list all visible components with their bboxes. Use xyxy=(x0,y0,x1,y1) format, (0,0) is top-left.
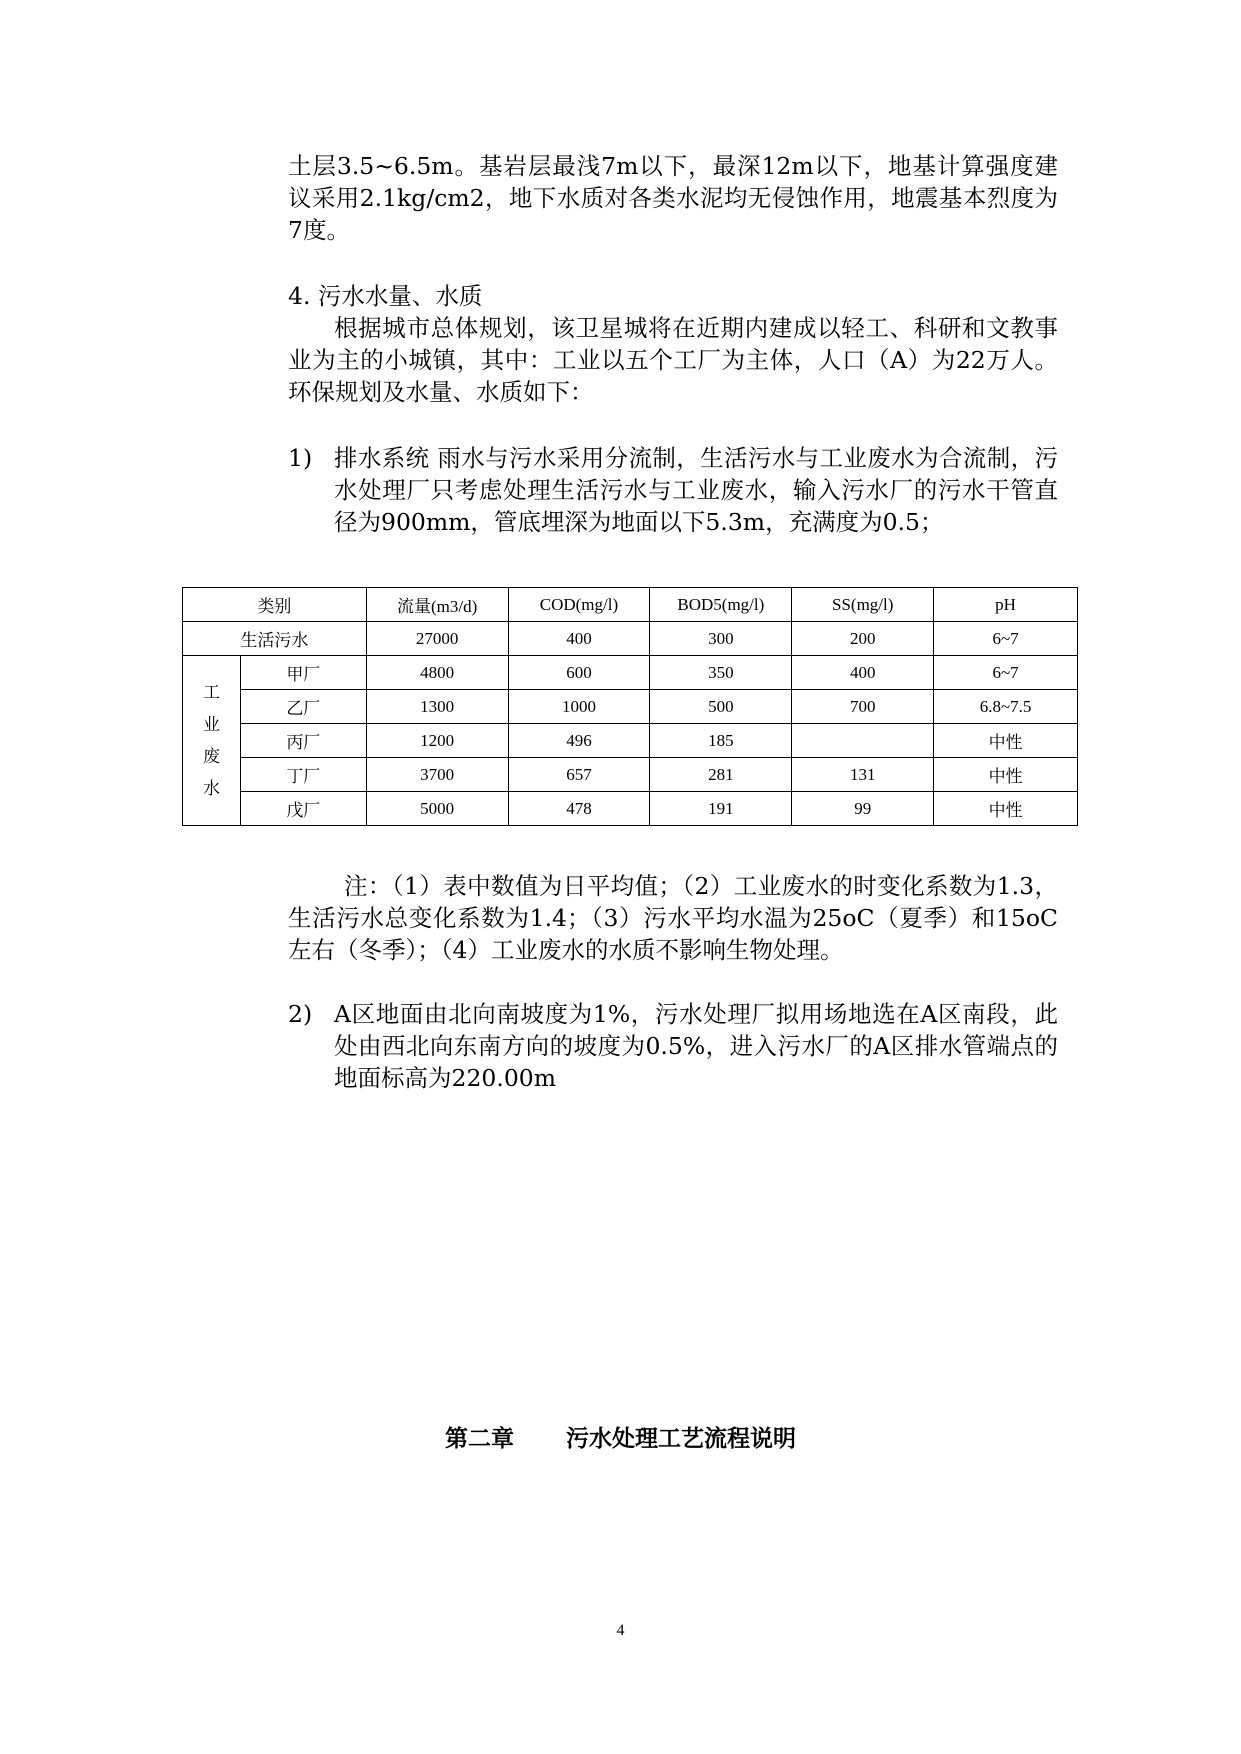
table-row xyxy=(183,758,1078,792)
table-cell: 131 xyxy=(792,758,934,792)
header-ph: pH xyxy=(934,588,1078,622)
chapter-heading xyxy=(0,1420,1241,1453)
table-cell: 6~7 xyxy=(934,656,1078,690)
list-number: 1) xyxy=(288,444,313,472)
list-item-terrain xyxy=(288,998,1058,1094)
table-row xyxy=(183,622,1078,656)
table-cell: 5000 xyxy=(366,792,508,826)
table-row xyxy=(183,724,1078,758)
table-cell: 1300 xyxy=(366,690,508,724)
table-cell: 1000 xyxy=(508,690,650,724)
section-description: 根据城市总体规划，该卫星城将在近期内建成以轻工、科研和文教事业为主的小城镇，其中：工业以五个工厂为主体，人口（A）为22万人。环保规划及水量、水质如下： xyxy=(288,314,1058,406)
industrial-label-char: 业 xyxy=(202,714,220,734)
table-cell: 27000 xyxy=(366,622,508,656)
table-cell: 400 xyxy=(508,622,650,656)
factory-name: 丙厂 xyxy=(240,724,366,758)
factory-name: 乙厂 xyxy=(240,690,366,724)
table-cell: 中性 xyxy=(934,724,1078,758)
list-number: 2) xyxy=(288,1000,313,1028)
header-flow: 流量(m3/d) xyxy=(366,588,508,622)
section-heading: 4. 污水水量、水质 xyxy=(288,282,483,310)
header-cod: COD(mg/l) xyxy=(508,588,650,622)
table-row xyxy=(183,656,1078,690)
table-cell: 中性 xyxy=(934,792,1078,826)
table-cell: 496 xyxy=(508,724,650,758)
table-cell: 3700 xyxy=(366,758,508,792)
chapter-title: 污水处理工艺流程说明 xyxy=(566,1426,796,1452)
page-number: 4 xyxy=(616,1622,625,1639)
table-header-row xyxy=(183,588,1078,622)
industrial-label-char: 工 xyxy=(202,682,220,702)
table-cell: 600 xyxy=(508,656,650,690)
chapter-number: 第二章 xyxy=(445,1426,514,1452)
table-row xyxy=(183,792,1078,826)
table-cell: 4800 xyxy=(366,656,508,690)
industrial-label-char: 废 xyxy=(202,746,220,766)
header-category: 类别 xyxy=(183,588,367,622)
industrial-label-char: 水 xyxy=(202,778,220,798)
table-cell: 400 xyxy=(792,656,934,690)
list-item-drainage xyxy=(288,442,1058,538)
table-cell: 99 xyxy=(792,792,934,826)
table-cell: 6~7 xyxy=(934,622,1078,656)
industrial-label xyxy=(183,656,241,826)
table-cell: 300 xyxy=(650,622,792,656)
table-cell: 700 xyxy=(792,690,934,724)
factory-name: 戊厂 xyxy=(240,792,366,826)
table-cell: 185 xyxy=(650,724,792,758)
row-label: 生活污水 xyxy=(183,622,367,656)
list-text: 排水系统 雨水与污水采用分流制，生活污水与工业废水为合流制，污水处理厂只考虑处理生活污水与工业废水，输入污水厂的污水干管直径为900mm，管底埋深为地面以下5.3m，充满度为0.5； xyxy=(334,444,1058,536)
table-cell: 1200 xyxy=(366,724,508,758)
water-quality-table xyxy=(182,587,1078,826)
table-row xyxy=(183,690,1078,724)
list-text: A区地面由北向南坡度为1%，污水处理厂拟用场地选在A区南段，此处由西北向东南方向的坡度为0.5%，进入污水厂的A区排水管端点的地面标高为220.00m xyxy=(334,1000,1058,1092)
table-cell: 200 xyxy=(792,622,934,656)
table-cell xyxy=(792,724,934,758)
table-cell: 6.8~7.5 xyxy=(934,690,1078,724)
table-cell: 350 xyxy=(650,656,792,690)
table-cell: 中性 xyxy=(934,758,1078,792)
header-ss: SS(mg/l) xyxy=(792,588,934,622)
table-cell: 478 xyxy=(508,792,650,826)
factory-name: 丁厂 xyxy=(240,758,366,792)
header-bod5: BOD5(mg/l) xyxy=(650,588,792,622)
table-cell: 281 xyxy=(650,758,792,792)
table-note: 注：（1）表中数值为日平均值；（2）工业废水的时变化系数为1.3，生活污水总变化系数为1.4；（3）污水平均水温为25oC（夏季）和15oC左右（冬季）；（4）工业废水的水质不影响生物处理。 xyxy=(288,872,1058,964)
table-cell: 500 xyxy=(650,690,792,724)
table-cell: 657 xyxy=(508,758,650,792)
intro-paragraph: 土层3.5~6.5m。基岩层最浅7m以下，最深12m以下，地基计算强度建议采用2.1kg/cm2，地下水质对各类水泥均无侵蚀作用，地震基本烈度为7度。 xyxy=(288,152,1059,244)
table-cell: 191 xyxy=(650,792,792,826)
factory-name: 甲厂 xyxy=(240,656,366,690)
